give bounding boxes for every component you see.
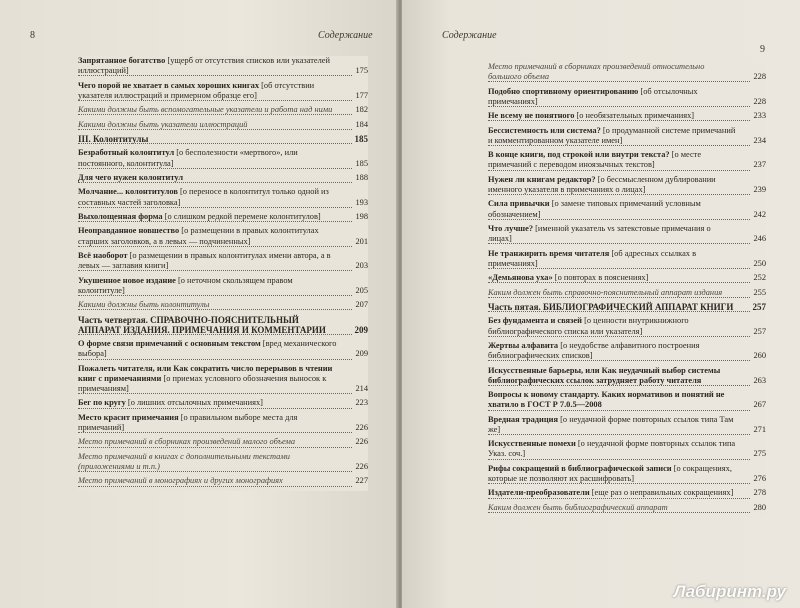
toc-entry-description: Место примечаний в монографиях и других монографиях [78,476,283,486]
toc-entry-text [488,199,766,219]
toc-entry-page: 185 [355,158,368,168]
toc-entry-title: Всё наоборот [78,250,128,260]
toc-entry-description: [о месте примечаний с переводом иноязычных текстов] [488,150,702,170]
dot-leader [488,297,766,298]
dot-leader [488,410,766,411]
toc-entry [78,120,368,130]
toc-entry-page: 198 [355,211,368,221]
toc-entry-text [78,251,368,271]
dot-leader [78,334,368,335]
toc-entry-title: Искусственные помехи [488,439,576,449]
dot-leader [78,100,368,101]
right-page [402,0,800,608]
toc-entry-page: 252 [753,273,766,283]
left-page [0,0,398,608]
toc-entry [488,111,766,121]
dot-leader [488,360,766,361]
running-header-left: Содержание [318,30,373,41]
page-number-right: 9 [760,44,765,55]
dot-leader [78,114,368,115]
dot-leader [78,270,368,271]
toc-entry-text [78,339,368,359]
toc-entry-title: Чего порой не хватает в самых хороших книгах [78,80,260,90]
toc-entry [488,199,766,219]
toc-entry-page: 234 [753,135,766,145]
toc-entry-title: Запрятанное богатство [78,56,166,65]
toc-entry-description: [о сокращениях, которые не позволяют их расшифровать] [488,463,732,484]
toc-entry [78,339,368,359]
toc-entry-page: 209 [355,349,368,359]
toc-entry [488,464,766,484]
toc-entry-title: Выхолощенная форма [78,211,163,221]
dot-leader [78,295,368,296]
toc-entry-description: [еще раз о неправильных сокращениях] [591,488,734,498]
toc-entry-title: Место красит примечания [78,412,179,422]
dot-leader [488,311,766,312]
toc-entry-text [488,464,766,484]
toc-entry [488,415,766,435]
toc-entry-description: [о неудобстве алфавитного построения библиографических списков] [488,340,700,361]
toc-entry [488,341,766,361]
toc-entry [78,315,368,335]
toc-entry-title: Вопросы к новому стандарту. Каких нормативов и понятий не хватило в ГОСТ Р 7.0.5—2008 [488,390,725,410]
toc-entry-description: [о размещении в правых колонтитулах старших заголовков, а в левых — подчиненных] [78,226,319,246]
running-header-right: Содержание [442,30,497,41]
toc-entry-page: 260 [753,351,766,361]
toc-entry-text [78,276,368,296]
toc-entry-text [78,364,368,395]
toc-entry-title: Рифы сокращений в библиографической записи [488,463,672,473]
toc-entry-text [488,341,766,361]
toc-entry-page: 276 [753,474,766,484]
dot-leader [78,309,368,310]
toc-entry [488,503,766,513]
toc-entry-description: Место примечаний в сборниках произведений малого объема [78,437,296,447]
toc-entry-page: 271 [753,424,766,434]
dot-leader [488,336,766,337]
toc-entry-description: [об отсылочных примечаниях] [488,86,698,106]
toc-entry-title: Безработный колонтитул [78,148,175,158]
toc-entry-title: Пожалеть читателя, или Как сократить число перерывов в чтении книг с примечаниями [78,363,333,383]
toc-entry-title: Бег по кругу [78,398,126,408]
toc-entry-page: 250 [753,258,766,268]
toc-entry-page: 263 [753,375,766,385]
toc-entry-description: Каким должен быть библиографический аппарат [488,502,668,512]
toc-entry [78,134,368,144]
toc-entry-page: 242 [753,209,766,219]
toc-entry-description: [о ценности внутрикнижного библиографического списка или указателя] [488,316,689,336]
toc-entry-description: [о размещении в правых колонтитулах имени автора, а в левых — заглавия книги] [78,250,331,271]
toc-entry [78,212,368,222]
toc-entry-title: Подобно спортивному ориентированию [488,86,639,96]
toc-entry-text [78,56,368,76]
toc-entry-page: 223 [355,398,368,408]
toc-entry-text [488,87,766,107]
toc-entry-page: 188 [355,172,368,182]
page-number-left: 8 [30,30,35,41]
toc-entry [488,224,766,244]
dot-leader [78,408,368,409]
toc-entry-description: Место примечаний в сборниках произведений относительно большого объема [488,62,705,82]
toc-entry-description: [о слишком редкой перемене колонтитулов] [164,211,321,221]
dot-leader [488,170,766,171]
toc-entry [488,273,766,283]
dot-leader [78,221,368,222]
toc-entry [78,81,368,101]
dot-leader [78,207,368,208]
toc-entry-text [78,81,368,101]
toc-entry [488,316,766,336]
toc-entry-description: [об отсутствии указателя иллюстраций и примерном образце его] [78,80,315,100]
toc-entry-description: [о повторах в пояснениях] [554,273,649,283]
toc-entry-text [78,413,368,433]
toc-entry-title: Сила привычки [488,199,550,209]
dot-leader [488,106,766,107]
dot-leader [488,243,766,244]
toc-entry-page: 182 [355,105,368,115]
toc-entry-text [488,390,766,410]
toc-entry-page: 278 [753,488,766,498]
toc-entry-page: 184 [355,119,368,129]
toc-entry-title: Неоправданное новшество [78,226,180,236]
toc-entry-description: Каким должен быть справочно-пояснительный аппарат издания [488,287,723,297]
toc-entry-description: [о необязательных примечаниях] [576,111,695,121]
toc-entry-page: 207 [355,300,368,310]
toc-entry-title: В конце книги, под строкой или внутри текста? [488,150,670,160]
dot-leader [488,145,766,146]
toc-entry [78,226,368,246]
toc-entry [78,476,368,486]
toc-entry-text [78,452,368,472]
dot-leader [78,471,368,472]
dot-leader [488,268,766,269]
toc-entry [488,150,766,170]
toc-entry-description: [о замене типовых примечаний условным обозначением] [488,199,701,219]
dot-leader [78,359,368,360]
toc-entry-description: [о переносе в колонтитул только одной из составных частей заголовка] [78,187,329,207]
toc-entry [78,173,368,183]
dot-leader [78,75,368,76]
toc-entry [488,126,766,146]
toc-entry-page: 237 [753,160,766,170]
dot-leader [488,81,766,82]
dot-leader [488,498,766,499]
toc-entry-page: 203 [355,261,368,271]
toc-entry [78,56,368,76]
dot-leader [488,512,766,513]
toc-entry-page: 228 [753,72,766,82]
toc-entry-title: «Демьянова уха» [488,273,553,283]
toc-entry-text [78,315,368,335]
toc-entry-description: Какими должны быть колонтитулы [78,300,210,310]
toc-entry-page: 255 [753,287,766,297]
toc-entry-text [488,415,766,435]
toc-entry-title: Часть пятая. БИБЛИОГРАФИЧЕСКИЙ АППАРАТ КНИГИ [488,301,734,312]
toc-entry-page: 267 [753,400,766,410]
toc-entry [488,302,766,312]
toc-entry-page: 175 [355,66,368,76]
toc-entry-text [78,187,368,207]
dot-leader [488,385,766,386]
toc-entry-page: 177 [355,90,368,100]
toc-entry [488,439,766,459]
dot-leader [488,194,766,195]
toc-entry-description: [о правильном выборе места для примечаний] [78,412,298,433]
dot-leader [78,393,368,394]
toc-entry [488,390,766,410]
toc-entry [78,300,368,310]
toc-entry-text [488,249,766,269]
toc-entry-text [488,126,766,146]
toc-entry-page: 201 [355,236,368,246]
toc-entry-title: Не транжирить время читателя [488,248,610,258]
dot-leader [78,447,368,448]
toc-entry [488,87,766,107]
dot-leader [488,483,766,484]
dot-leader [78,168,368,169]
toc-entry [78,437,368,447]
toc-entry [78,364,368,395]
toc-entry-title: III. Колонтитулы [78,133,149,144]
toc-entry-text [488,62,766,82]
toc-entry-text [488,175,766,195]
toc-entry-description: [об адресных ссылках в примечаниях] [488,248,697,268]
toc-entry-title: Жертвы алфавита [488,340,559,350]
toc-entry-description: [ущерб от отсутствия списков или указателей иллюстраций] [78,56,331,76]
toc-entry-text [488,316,766,336]
toc-entry-description: [именной указатель vs затекстовые примечания о лицах] [488,223,711,244]
toc-entry-title: Искусственные барьеры, или Как неудачный выбор системы библиографических ссылок затрудняет работу читателя [488,365,721,385]
dot-leader [78,143,368,144]
toc-entry [488,62,766,82]
toc-entry-text [488,439,766,459]
toc-entry-page: 226 [355,437,368,447]
toc-entry-description: Какими должны быть указатели иллюстраций [78,119,248,129]
toc-entry-page: 227 [355,476,368,486]
toc-entry-description: [о бессмысленном дублировании именного указателя в примечаниях о лицах] [488,174,716,194]
toc-entry [78,187,368,207]
toc-entry-description: [о приемах условного обозначения выносок к примечаниям] [78,373,327,394]
toc-entry-description: [вред механического выбора] [78,339,337,359]
toc-entry-title: Что лучше? [488,223,534,233]
toc-entry [78,251,368,271]
toc-entry-title: Нужен ли книгам редактор? [488,174,596,184]
dot-leader [488,282,766,283]
toc-entry-text [78,148,368,168]
toc-entry-title: Без фундамента и связей [488,316,582,326]
toc-entry-description: [о продуманной системе примечаний и комментированном указателе имен] [488,125,736,145]
toc-entry-title: Укушенное новое издание [78,275,176,285]
dot-leader [488,120,766,121]
toc-entry-description: [о неудачной форме повторных ссылок типа Указ. соч.] [488,439,736,459]
toc-entry-page: 280 [753,502,766,512]
toc-entry-page: 185 [354,133,368,144]
dot-leader [78,182,368,183]
toc-entry-title: О форме связи примечаний с основным текстом [78,339,261,349]
watermark-logo: Лабиринт.ру [673,582,786,601]
toc-entry-text [488,224,766,244]
toc-entry-text [78,226,368,246]
toc-entry-page: 233 [753,111,766,121]
toc-list-left [78,56,368,491]
toc-entry-page: 205 [355,285,368,295]
toc-entry-title: Молчание... колонтитулов [78,187,178,197]
toc-entry-page: 228 [753,96,766,106]
toc-entry-title: Бессистемность или система? [488,125,601,135]
dot-leader [78,129,368,130]
toc-entry-title: Часть четвертая. СПРАВОЧНО-ПОЯСНИТЕЛЬНЫЙ АППАРАТ ИЗДАНИЯ. ПРИМЕЧАНИЯ И КОММЕНТАРИИ [78,314,326,335]
toc-entry [78,398,368,408]
toc-entry [78,148,368,168]
toc-entry-page: 214 [355,384,368,394]
dot-leader [78,246,368,247]
dot-leader [488,434,766,435]
toc-entry-title: Вредная традиция [488,414,559,424]
toc-entry [488,249,766,269]
toc-entry-page: 226 [355,423,368,433]
toc-entry-description: Место примечаний в книгах с дополнительными текстами (приложениями и т.п.) [78,451,290,472]
toc-entry-page: 246 [753,234,766,244]
toc-entry [488,488,766,498]
dot-leader [488,459,766,460]
toc-entry-title: Издатели-преобразователи [488,488,590,498]
toc-entry-page: 226 [355,462,368,472]
toc-entry-text [488,366,766,386]
toc-entry [488,366,766,386]
toc-entry [488,288,766,298]
toc-entry [78,452,368,472]
toc-entry-description: [о лишних отсылочных примечаниях] [127,398,263,408]
toc-entry [78,105,368,115]
toc-entry-page: 193 [355,197,368,207]
toc-entry-description: [о неудачной форме повторных ссылок типа Там же] [488,414,734,434]
toc-entry [78,413,368,433]
toc-entry [78,276,368,296]
toc-list-right [488,62,766,517]
toc-entry-description: Какими должны быть вспомогательные указатели и работа над ними [78,105,333,115]
toc-entry-page: 275 [753,449,766,459]
toc-entry-page: 209 [354,324,368,335]
toc-entry-text [488,150,766,170]
toc-entry-page: 257 [752,301,766,312]
toc-entry [488,175,766,195]
toc-entry-page: 257 [753,326,766,336]
toc-entry-description: [о бесполезности «мертвого», или постоянного, колонтитула] [78,148,298,168]
toc-entry-description: [о неточном скользящем правом колонтитуле] [78,275,293,295]
toc-entry-page: 239 [753,184,766,194]
dot-leader [488,219,766,220]
toc-entry-title: Не всему не понятного [488,111,575,121]
dot-leader [78,432,368,433]
dot-leader [78,486,368,487]
toc-entry-title: Для чего нужен колонтитул [78,172,184,182]
